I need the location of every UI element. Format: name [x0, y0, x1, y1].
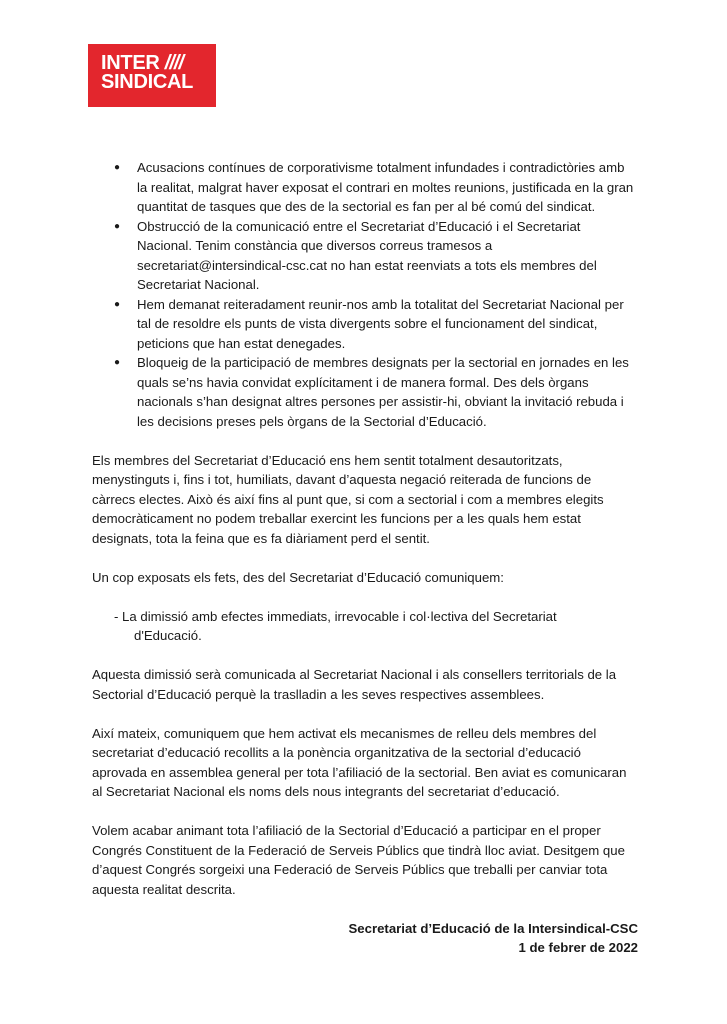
intersindical-logo [88, 44, 216, 107]
list-item [92, 353, 638, 431]
grievances-list [92, 158, 638, 431]
paragraph-closing: Volem acabar animant tota l’afiliació de la Sectorial d’Educació a participar en el proper Congrés Constituent de la Federació de Serveis Públics que tindrà lloc aviat. Desitgem que d’aquest Congrés sorgeixi una Federació de Serveis Públics que treballi per canviar tota aquesta realitat descrita. [92, 823, 625, 897]
logo-slashes: //// [164, 52, 184, 74]
paragraph-replacement: Així mateix, comuniquem que hem activat els mecanismes de relleu dels membres del secretariat d’educació recollits a la ponència organitzativa de la sectorial d’educació aprovada en assemblea general per tota l’afiliació de la sectorial. Ben aviat es comunicaran al Secretariat Nacional els noms dels nous integrants del secretariat d’educació. [92, 725, 627, 799]
resignation-item-line2: d'Educació. [134, 628, 202, 643]
list-item-text: Bloqueig de la participació de membres designats per la sectorial en jornades en les quals se’ns havia convidat explícitament i de manera formal. Des dels òrgans nacionals s’han designat altres persones per assistir-hi, obviant la invitació rebuda i les decisions preses pels òrgans de la Sectorial d’Educació. [137, 355, 629, 429]
list-item [92, 217, 638, 295]
logo-text-inter: INTER [101, 52, 160, 74]
list-item-text: Acusacions contínues de corporativisme totalment infundades i contradictòries amb la realitat, malgrat haver exposat el contrari en moltes reunions, justificada en la gran quantitat de tasques que des de la sectorial es fan per al bé comú del sindicat. [137, 160, 634, 214]
bullet-icon: ● [114, 357, 121, 368]
logo-text-sindical: SINDICAL [101, 71, 194, 93]
paragraph-communication: Aquesta dimissió serà comunicada al Secretariat Nacional i als consellers territorials de la Sectorial d’Educació perquè la traslladin a les seves respectives assemblees. [92, 667, 617, 702]
signature-block [92, 919, 638, 958]
paragraph-feelings: Els membres del Secretariat d’Educació ens hem sentit totalment desautoritzats, menystinguts i, fins i tot, humiliats, davant d’aquesta negació reiterada de funcions de càrrecs electes. Això és així fins al punt que, si com a sectorial i com a membres elegits democràticament no podem treballar exercint les funcions per a les quals hem estat designats, tota la feina que es fa diàriament perd el sentit. [92, 452, 604, 546]
signature-line-1: Secretariat d’Educació de la Intersindical-CSC [348, 920, 638, 936]
list-item [92, 158, 638, 217]
resignation-item-line1: - La dimissió amb efectes immediats, irrevocable i col·lectiva del Secretariat [114, 608, 557, 624]
list-item-text: Obstrucció de la comunicació entre el Secretariat d’Educació i el Secretariat Nacional. Tenim constància que diversos correus tramesos a secretariat@intersindical-csc.cat no han estat reenviats a tots els membres del Secretariat Nacional. [137, 218, 597, 292]
signature-date: 1 de febrer de 2022 [518, 940, 638, 955]
list-item [92, 295, 638, 354]
bullet-icon: ● [114, 298, 121, 310]
bullet-icon: ● [114, 162, 121, 173]
letter-body [92, 158, 638, 958]
resignation-item [92, 607, 638, 646]
paragraph-communique-intro: Un cop exposats els fets, des del Secretariat d’Educació comuniquem: [92, 569, 504, 585]
bullet-icon: ● [114, 220, 121, 232]
list-item-text: Hem demanat reiteradament reunir-nos amb la totalitat del Secretariat Nacional per tal de resoldre els punts de vista divergents sobre el funcionament del sindicat, peticions que han estat denegades. [137, 296, 624, 351]
